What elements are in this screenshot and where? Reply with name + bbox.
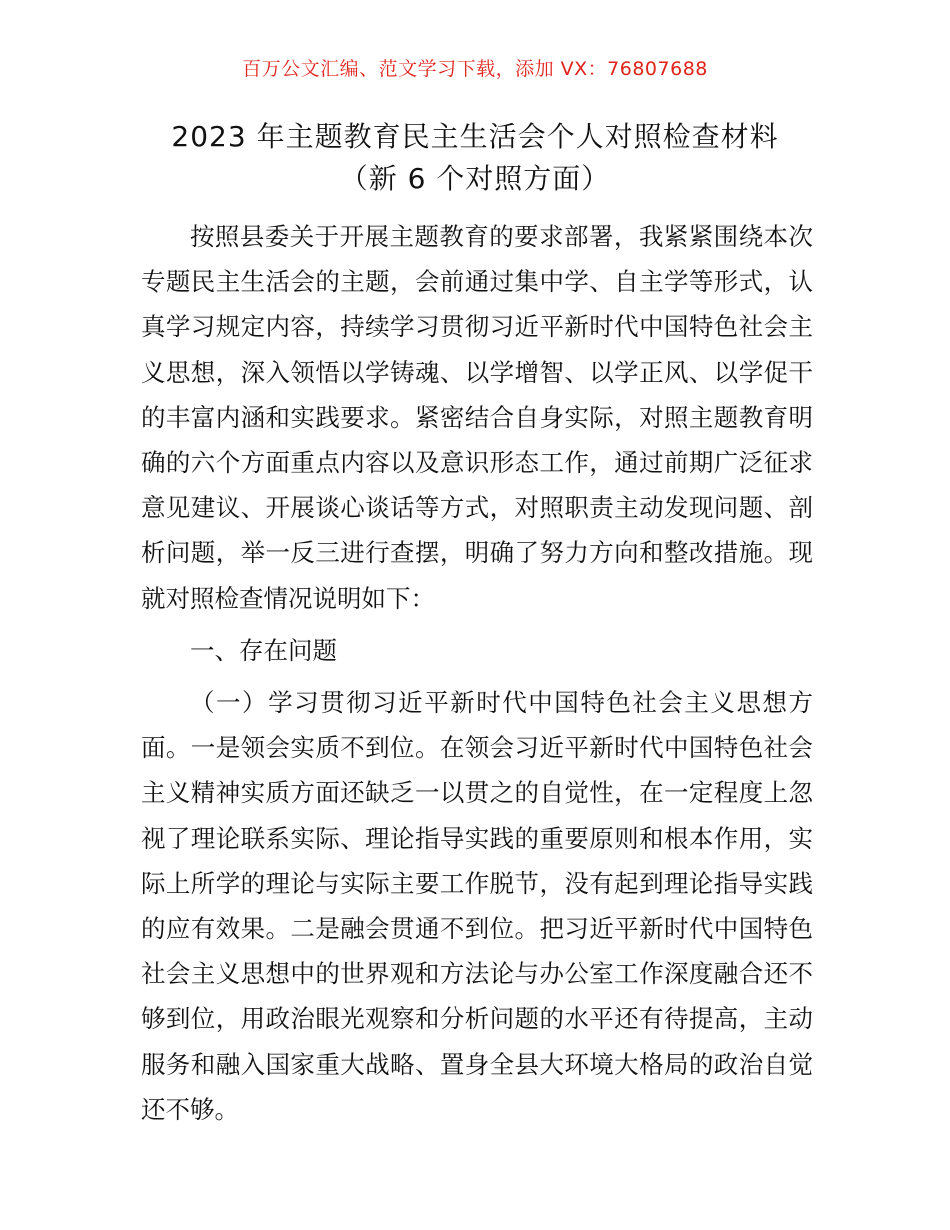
intro-paragraph: 按照县委关于开展主题教育的要求部署，我紧紧围绕本次专题民主生活会的主题，会前通过集中学、自主学等形式，认真学习规定内容，持续学习贯彻习近平新时代中国特色社会主义思想，深入领悟以学铸魂、以学增智、以学正风、以学促干的丰富内涵和实践要求。紧密结合自身实际，对照主题教育明确的六个方面重点内容以及意识形态工作，通过前期广泛征求意见建议、开展谈心谈话等方式，对照职责主动发现问题、剖析问题，举一反三进行查摆，明确了努力方向和整改措施。现就对照检查情况说明如下： [141,222,813,613]
section1-paragraph: （一）学习贯彻习近平新时代中国特色社会主义思想方面。一是领会实质不到位。在领会习近平新时代中国特色社会主义精神实质方面还缺乏一以贯之的自觉性，在一定程度上忽视了理论联系实际、理论指导实践的重要原则和根本作用，实际上所学的理论与实际主要工作脱节，没有起到理论指导实践的应有效果。二是融会贯通不到位。把习近平新时代中国特色社会主义思想中的世界观和方法论与办公室工作深度融合还不够到位，用政治眼光观察和分析问题的水平还有待提高，主动服务和融入国家重大战略、置身全县大环境大格局的政治自觉还不够。 [141,688,813,1124]
title-line-2: （新 6 个对照方面） [339,162,611,195]
title-line-1: 2023 年主题教育民主生活会个人对照检查材料 [171,120,779,153]
document-body [141,214,813,1132]
document-title [60,116,890,200]
watermark-banner: 百万公文汇编、范文学习下载，添加 VX：76807688 [242,58,708,80]
section-heading-problems: 一、存在问题 [190,635,337,665]
